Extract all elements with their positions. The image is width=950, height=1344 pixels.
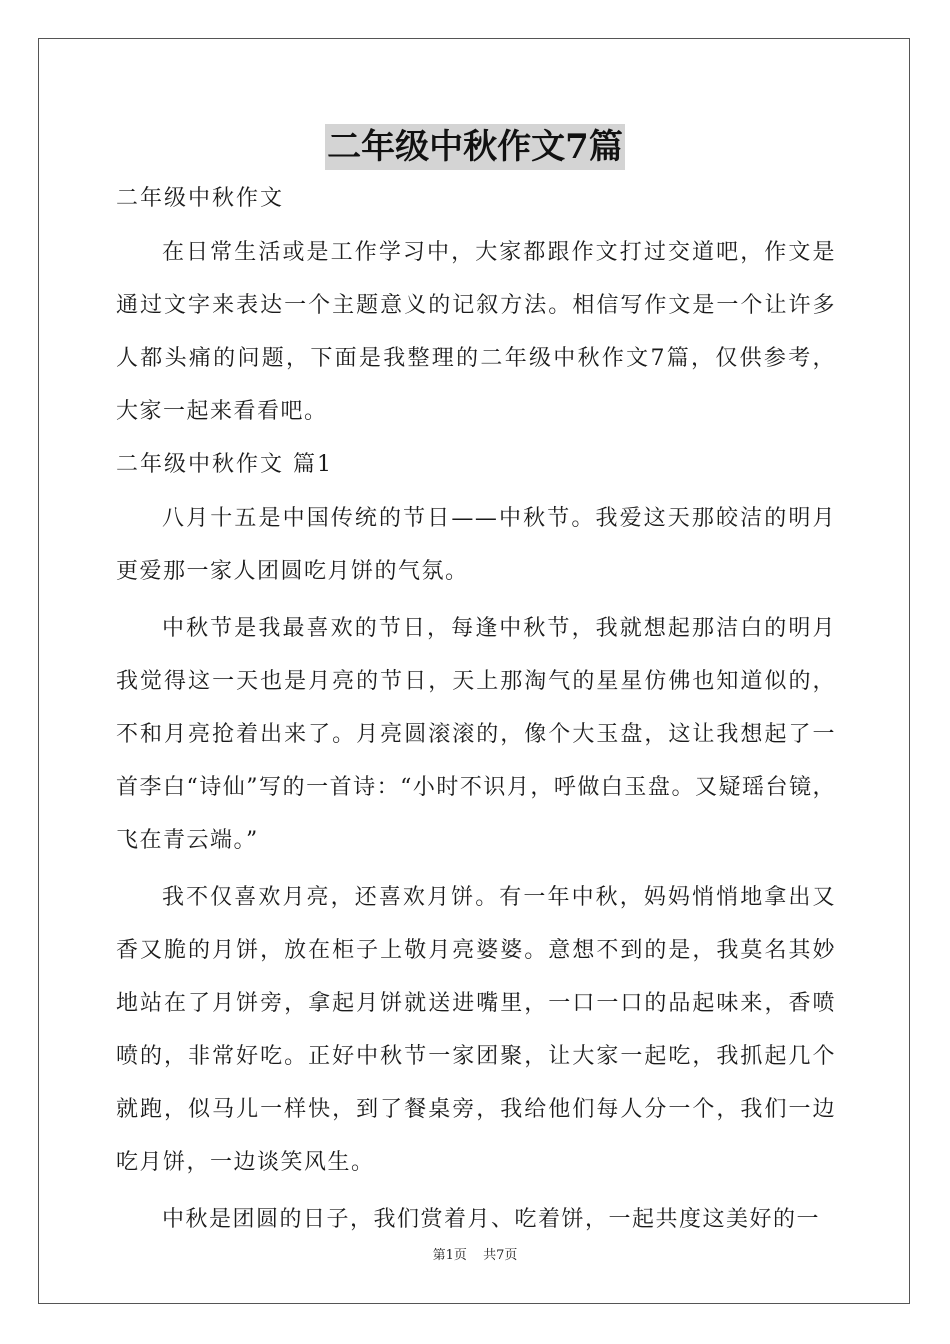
section-heading: 二年级中秋作文 篇1 — [116, 452, 333, 477]
page-number: 第1页 — [432, 1248, 467, 1263]
document-body — [116, 176, 836, 1250]
section-heading: 二年级中秋作文 — [116, 186, 285, 211]
body-paragraph: 八月十五是中国传统的节日——中秋节。我爱这天那皎洁的明月更爱那一家人团圆吃月饼的气氛。 — [116, 506, 836, 584]
intro-paragraph: 在日常生活或是工作学习中，大家都跟作文打过交道吧，作文是通过文字来表达一个主题意义的记叙方法。相信写作文是一个让许多人都头痛的问题，下面是我整理的二年级中秋作文7篇，仅供参考，大家一起来看看吧。 — [116, 240, 836, 424]
body-paragraph: 我不仅喜欢月亮，还喜欢月饼。有一年中秋，妈妈悄悄地拿出又香又脆的月饼，放在柜子上敬月亮婆婆。意想不到的是，我莫名其妙地站在了月饼旁，拿起月饼就送进嘴里，一口一口的品起味来，香喷喷的，非常好吃。正好中秋节一家团聚，让大家一起吃，我抓起几个就跑，似马儿一样快，到了餐桌旁，我给他们每人分一个，我们一边吃月饼，一边谈笑风生。 — [116, 885, 836, 1175]
body-paragraph: 中秋节是我最喜欢的节日，每逢中秋节，我就想起那洁白的明月我觉得这一天也是月亮的节日，天上那淘气的星星仿佛也知道似的，不和月亮抢着出来了。月亮圆滚滚的，像个大玉盘，这让我想起了一首李白“诗仙”写的一首诗：“小时不识月，呼做白玉盘。又疑瑶台镜，飞在青云端。” — [116, 616, 836, 853]
total-pages: 共7页 — [483, 1248, 518, 1263]
title-wrapper — [0, 124, 950, 170]
body-paragraph: 中秋是团圆的日子，我们赏着月、吃着饼，一起共度这美好的一 — [162, 1207, 821, 1232]
page-footer — [0, 1246, 950, 1266]
document-title: 二年级中秋作文7篇 — [325, 124, 625, 170]
